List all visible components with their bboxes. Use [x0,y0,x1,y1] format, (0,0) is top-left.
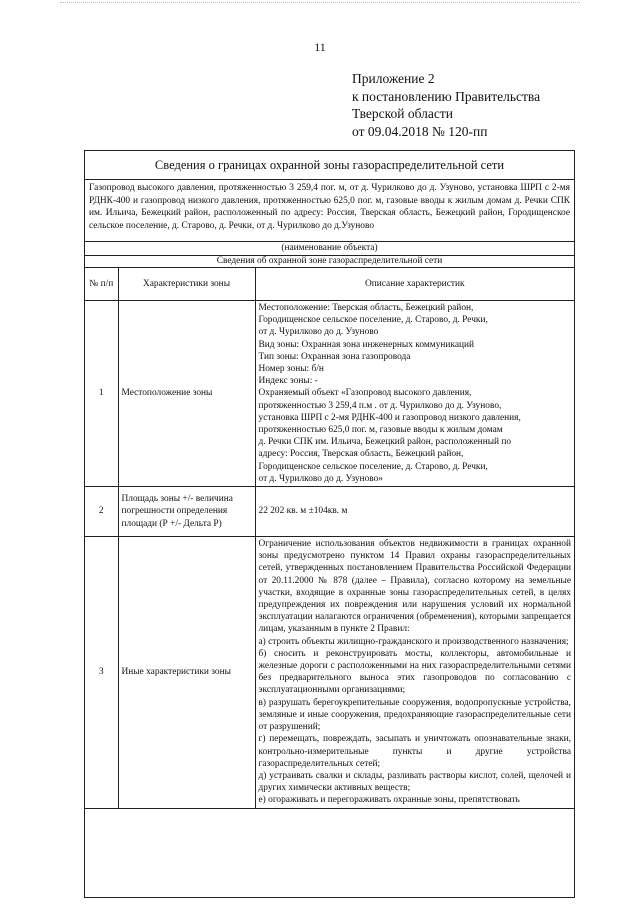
row-characteristic: Площадь зоны +/- величина погрешности определения площади (Р +/- Дельта Р) [118,487,255,537]
desc-line: протяженностью 625,0 пог. м, газовые вводы к жилым домам [258,425,503,436]
desc-line: адресу: Россия, Тверская область, Бежецкий район, [258,449,464,460]
desc-paragraph: е) огораживать и перегораживать охранные зоны, препятствовать [258,795,520,806]
desc-line: Городищенское сельское поселение, д. Старово, д. Речки, [258,461,488,472]
appendix-line: Тверской области [352,106,453,121]
row-description [255,537,574,808]
desc-paragraph: г) перемещать, повреждать, засыпать и уничтожать опознавательные знаки, контрольно-измерительные пункты и другие устройства газораспределительных сетей; [258,734,571,769]
desc-paragraph: д) устраивать свалки и склады, разливать растворы кислот, солей, щелочей и других химически активных веществ; [258,770,571,794]
table-title: Сведения о границах охранной зоны газораспределительной сети [85,151,574,180]
object-description: Газопровод высокого давления, протяженностью 3 259,4 пог. м, от д. Чурилково до д. Узуново, установка ШРП с 2-мя РДНК-400 и газопровод низкого давления, протяженностью 625,0 пог. м, газовые вводы к жилым домам д. Речки СПК им. Ильича, Бежецкий район, расположенный по адресу: Россия, Тверская область, Бежецкий район, Городищенское сельское поселение, д. Старово, д. Речки, от д. Чурилково до д.Узуново [85,180,574,242]
desc-line: Городищенское сельское поселение, д. Старово, д. Речки, [258,315,488,326]
desc-line: Вид зоны: Охранная зона инженерных коммуникаций [258,339,475,350]
desc-line: Местоположение: Тверская область, Бежецкий район, [258,303,474,313]
object-caption: (наименование объекта) [85,242,574,256]
table-row [85,301,574,487]
zone-characteristics-table [85,256,574,809]
desc-line: протяженностью 3 259,4 п.м . от д. Чурилково до д. Узуново, [258,400,502,411]
row-description: 22 202 кв. м ±104кв. м [255,487,574,537]
desc-paragraph: Ограничение использования объектов недвижимости в границах охранной зоны предусмотрено пунктом 14 Правил охраны газораспределительных сетей, утвержденных постановлением Правительства Российской Федерации от 20.11.2000 № 878 (далее – Правила), согласно которому на земельные участки, входящие в охранные зоны газораспределительных сетей, в целях предупреждения их повреждения или нарушения условий их нормальной эксплуатации налагаются ограничения (обременения), которыми запрещается лицам, указанным в пункте 2 Правил: [258,539,571,635]
col-num-header: № п/п [85,268,118,301]
desc-line: Индекс зоны: - [258,376,318,387]
table-row [85,537,574,808]
section-header-row [85,256,574,268]
desc-line: Тип зоны: Охранная зона газопровода [258,351,411,362]
desc-paragraph: в) разрушать берегоукрепительные сооружения, водопропускные устройства, земляные и иные сооружения, предохраняющие газораспределительные сети от разрушений; [258,697,571,733]
row-characteristic: Местоположение зоны [118,301,255,487]
row-number: 3 [85,537,118,808]
desc-paragraph: а) строить объекты жилищно-гражданского и производственного назначения; [258,636,569,647]
page-number: 11 [314,40,326,54]
row-number: 2 [85,487,118,537]
row-description [255,301,574,487]
appendix-header [352,70,540,140]
desc-line: д. Речки СПК им. Ильича, Бежецкий район, расположенный по [258,437,512,448]
row-characteristic: Иные характеристики зоны [118,537,255,808]
desc-line: от д. Чурилково до д. Узуново» [258,473,383,484]
appendix-line: к постановлению Правительства [352,88,541,104]
column-header-row [85,268,574,301]
desc-line: Охраняемый объект «Газопровод высокого давления, [258,388,472,399]
desc-line: Номер зоны: б/н [258,364,324,375]
desc-paragraph: б) сносить и реконструировать мосты, коллекторы, автомобильные и железные дороги с расположенными на них газораспределительными сетями без предварительного выноса этих газопроводов по согласованию с эксплуатационными организациями; [258,648,571,696]
protection-zone-table [84,150,575,898]
desc-line: от д. Чурилково до д. Узуново [258,327,379,338]
desc-line: установка ШРП с 2-мя РДНК-400 и газопровод низкого давления, [258,412,521,423]
appendix-line: Приложение 2 [352,71,435,86]
appendix-line: от 09.04.2018 № 120-пп [352,123,488,139]
scan-artifact [60,2,580,7]
section-title: Сведения об охранной зоне газораспределительной сети [85,256,574,268]
col-char-header: Характеристики зоны [118,268,255,301]
row-number: 1 [85,301,118,487]
table-row [85,487,574,537]
col-desc-header: Описание характеристик [255,268,574,301]
